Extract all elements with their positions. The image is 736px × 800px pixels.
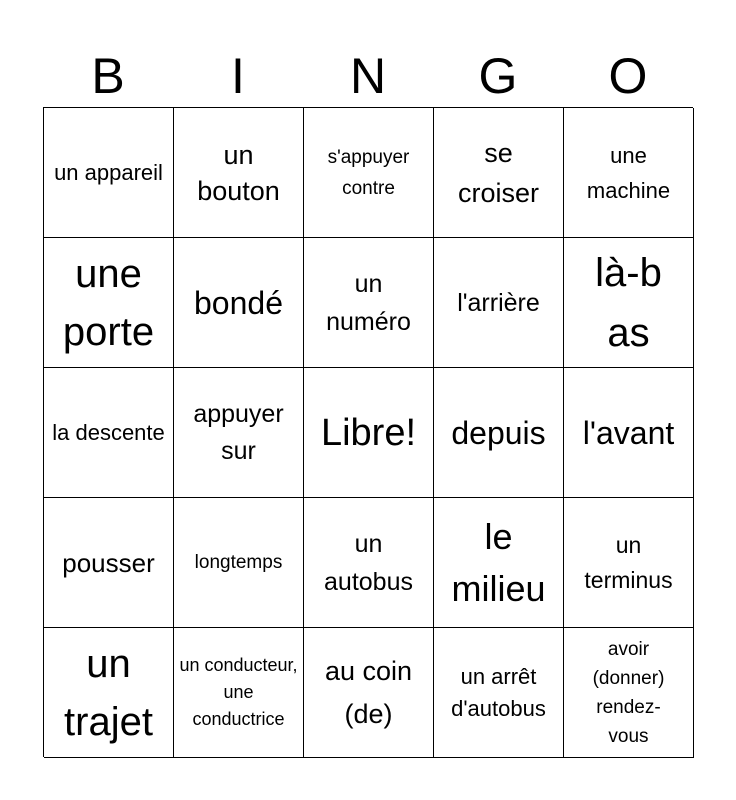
cell-text: avoir (donner) rendez-vous (592, 638, 665, 747)
bingo-cell[interactable] (564, 108, 694, 238)
cell-text: une machine (586, 142, 671, 203)
bingo-cell[interactable] (564, 498, 694, 628)
bingo-cell[interactable] (304, 628, 434, 758)
bingo-cell[interactable] (174, 628, 304, 758)
cell-text: la descente (52, 420, 165, 445)
cell-text: là-bas (595, 250, 662, 355)
bingo-cell[interactable] (434, 628, 564, 758)
bingo-cell[interactable] (434, 108, 564, 238)
cell-text: un autobus (324, 529, 413, 596)
bingo-cell[interactable] (44, 498, 174, 628)
cell-text: se croiser (457, 137, 539, 208)
bingo-cell[interactable] (304, 498, 434, 628)
bingo-cell[interactable] (434, 238, 564, 368)
cell-text: un bouton (197, 139, 280, 206)
cell-text: au coin (de) (324, 655, 413, 729)
cell-text: l'arrière (457, 288, 540, 317)
bingo-cell[interactable] (174, 108, 304, 238)
bingo-cell[interactable] (174, 368, 304, 498)
header-letter-i: I (231, 48, 245, 104)
bingo-cell[interactable] (44, 238, 174, 368)
cell-text: un terminus (584, 531, 673, 593)
cell-text: un trajet (64, 641, 153, 744)
bingo-cell[interactable] (564, 368, 694, 498)
cell-text: depuis (451, 414, 546, 451)
cell-text: pousser (62, 547, 155, 578)
bingo-cell[interactable] (304, 238, 434, 368)
cell-text: le milieu (451, 515, 546, 609)
bingo-cell[interactable] (44, 368, 174, 498)
bingo-cell[interactable] (434, 498, 564, 628)
header-letter-o: O (608, 48, 648, 104)
bingo-cell[interactable] (304, 108, 434, 238)
bingo-cell[interactable] (434, 368, 564, 498)
cell-text: s'appuyer contre (327, 146, 410, 199)
bingo-cell[interactable] (44, 108, 174, 238)
cell-text: un numéro (326, 269, 411, 336)
cell-text: longtemps (194, 551, 283, 573)
cell-text: bondé (194, 284, 283, 321)
bingo-card (43, 107, 693, 757)
bingo-cell[interactable] (304, 368, 434, 498)
bingo-cell[interactable] (564, 628, 694, 758)
cell-text: une porte (62, 251, 155, 354)
cell-text: l'avant (582, 414, 675, 451)
bingo-cell[interactable] (174, 498, 304, 628)
bingo-header (43, 44, 693, 108)
header-letter-g: G (478, 48, 518, 104)
header-letter-n: N (349, 48, 387, 104)
bingo-cell[interactable] (174, 238, 304, 368)
cell-text: appuyer sur (193, 399, 284, 465)
cell-text: un appareil (54, 159, 163, 185)
header-letter-b: B (91, 48, 125, 104)
bingo-cell[interactable] (564, 238, 694, 368)
cell-text: un conducteur, une conductrice (179, 655, 298, 729)
cell-text: Libre! (320, 411, 417, 454)
bingo-cell[interactable] (44, 628, 174, 758)
cell-text: un arrêt d'autobus (451, 663, 546, 721)
